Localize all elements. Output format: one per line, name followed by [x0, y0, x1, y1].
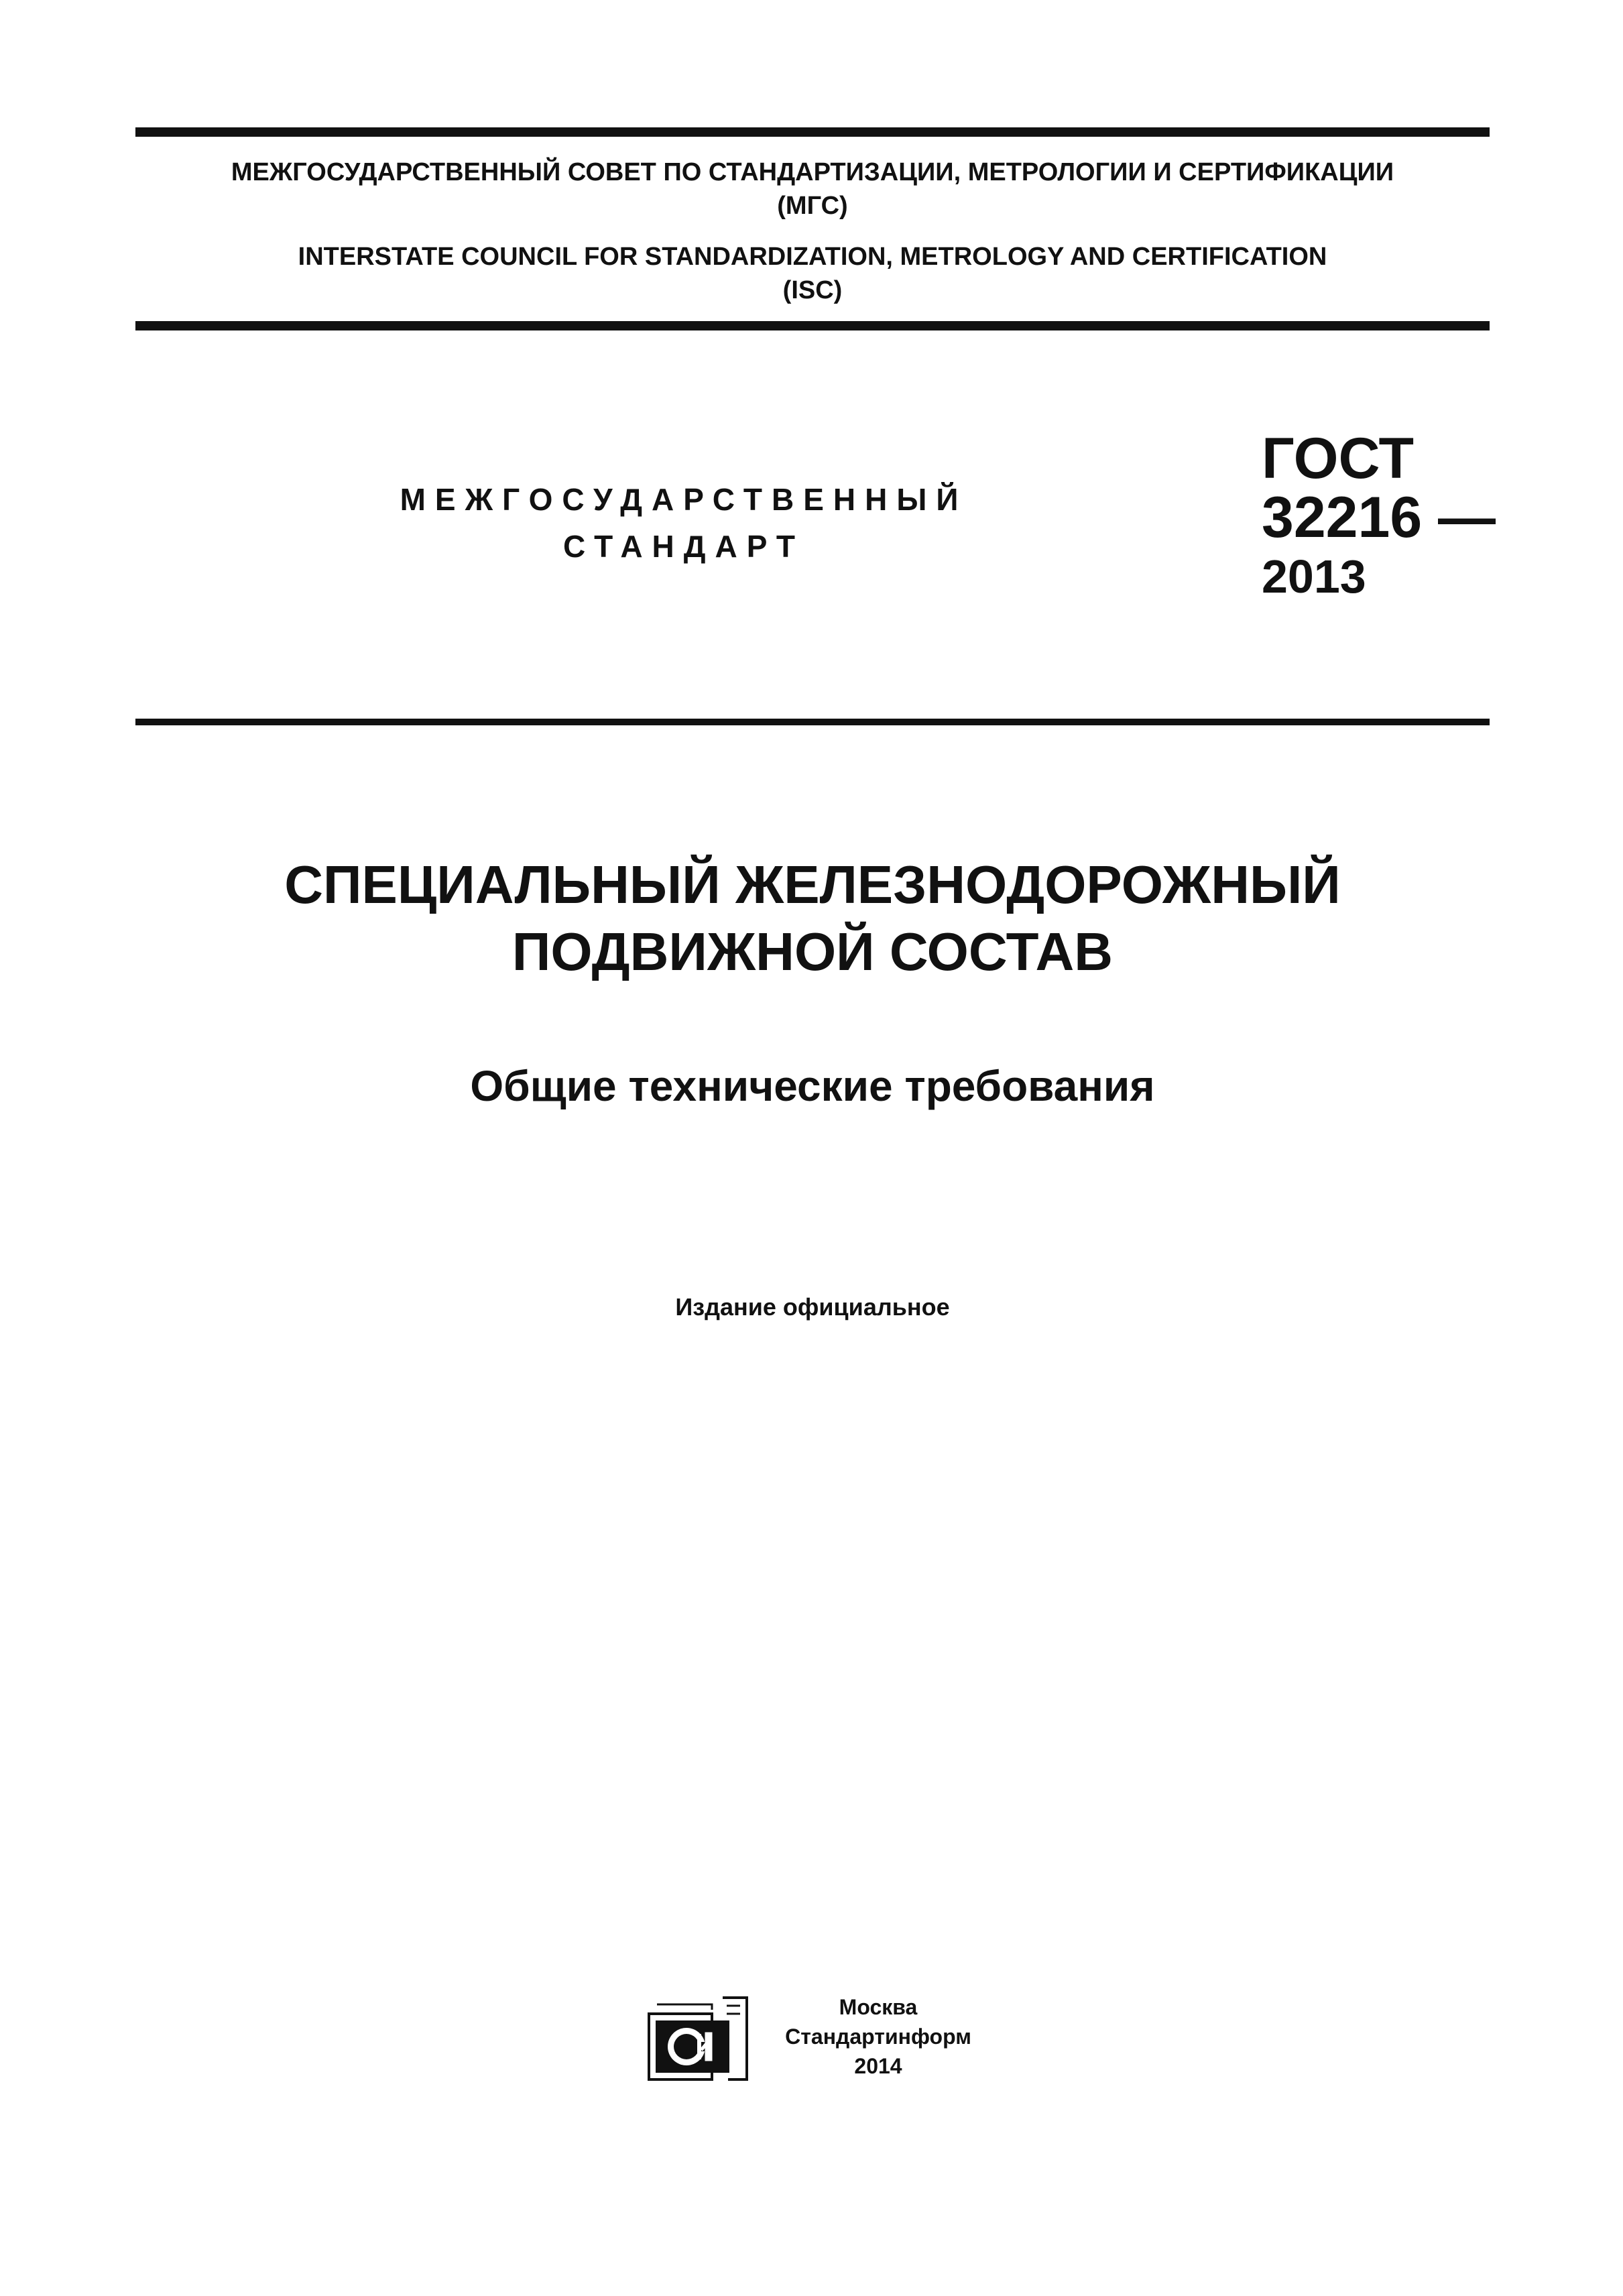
publisher-city: Москва — [839, 1995, 918, 2019]
standartinform-logo-svg — [648, 1995, 748, 2082]
council-en — [135, 240, 1490, 307]
publisher-imprint — [771, 1992, 985, 2081]
header-rule — [135, 321, 1490, 330]
council-en-name: INTERSTATE COUNCIL FOR STANDARDIZATION, METROLOGY AND CERTIFICATION — [298, 243, 1327, 271]
document-title-line1: СПЕЦИАЛЬНЫЙ ЖЕЛЕЗНОДОРОЖНЫЙ — [284, 855, 1341, 914]
council-en-abbr: (ISC) — [782, 276, 843, 304]
top-rule — [135, 127, 1490, 137]
standard-kind-line1: МЕЖГОСУДАРСТВЕННЫЙ — [400, 482, 968, 517]
council-ru — [135, 156, 1490, 223]
council-ru-abbr: (МГС) — [777, 192, 848, 220]
publisher-name: Стандартинформ — [785, 2025, 971, 2049]
standard-kind-line2: СТАНДАРТ — [563, 529, 804, 564]
document-title — [135, 851, 1490, 985]
gost-code-line1: ГОСТ — [1262, 426, 1415, 491]
document-title-line2: ПОДВИЖНОЙ СОСТАВ — [512, 922, 1114, 981]
document-subtitle: Общие технические требования — [470, 1062, 1155, 1110]
gost-code-line2: 32216 — — [1262, 485, 1496, 550]
title-rule — [135, 719, 1490, 725]
edition-label: Издание официальное — [675, 1293, 950, 1321]
standard-kind — [375, 476, 992, 570]
gost-code-line3: 2013 — [1262, 550, 1366, 603]
publisher-year: 2014 — [854, 2054, 902, 2078]
standartinform-logo-icon — [648, 1995, 748, 2082]
gost-code — [1262, 426, 1496, 606]
council-ru-name: МЕЖГОСУДАРСТВЕННЫЙ СОВЕТ ПО СТАНДАРТИЗАЦИИ, МЕТРОЛОГИИ И СЕРТИФИКАЦИИ — [231, 158, 1394, 186]
